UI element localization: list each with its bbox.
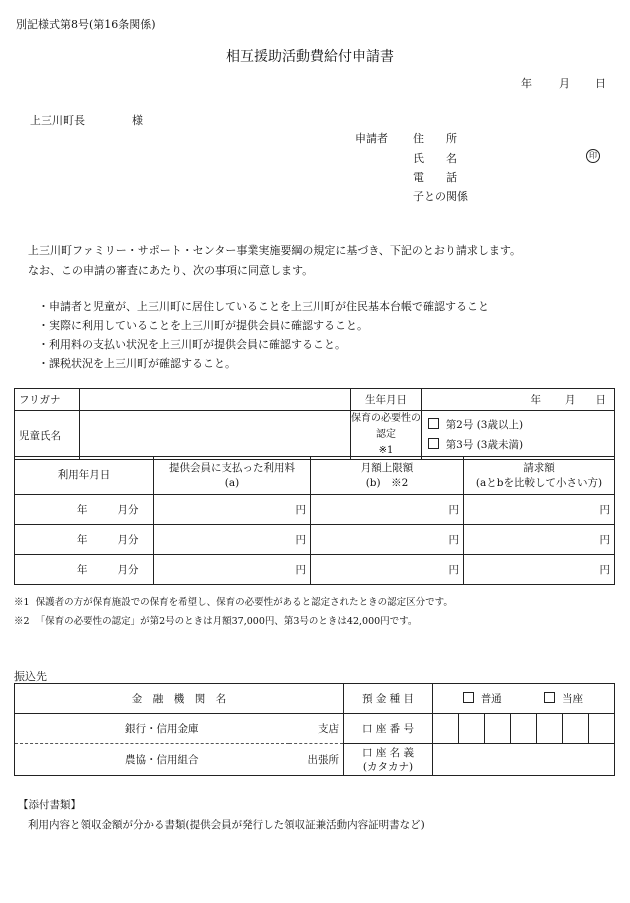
bank-table	[14, 683, 615, 776]
account-number-label: 口 座 番 号	[344, 714, 433, 744]
date-year: 年	[521, 77, 532, 90]
consent-item: ・利用料の支払い状況を上三川町が提供会員に確認すること。	[38, 338, 346, 351]
account-name-field[interactable]	[433, 744, 615, 776]
necessity-label: 保育の必要性の認定 ※1	[351, 411, 422, 460]
account-digit[interactable]	[563, 714, 589, 744]
addressee-name: 上三川町長	[30, 114, 85, 127]
child-name-field[interactable]	[80, 411, 351, 460]
consent-item: ・申請者と児童が、上三川町に居住していることを上三川町が住民基本台帳で確認すること	[38, 300, 489, 313]
col-usage-date: 利用年月日	[15, 457, 154, 495]
account-digit[interactable]	[589, 714, 615, 744]
usage-date-field[interactable]: 年 月分	[15, 525, 154, 555]
birth-date-label: 生年月日	[351, 389, 422, 411]
checkbox-icon[interactable]	[428, 418, 439, 429]
consent-item: ・実際に利用していることを上三川町が提供会員に確認すること。	[38, 319, 368, 332]
child-info-table	[14, 388, 615, 460]
account-digit[interactable]	[485, 714, 511, 744]
form-number: 別記様式第8号(第16条関係)	[16, 18, 156, 31]
monthly-cap-field[interactable]: 円	[311, 525, 464, 555]
claim-field[interactable]: 円	[464, 525, 615, 555]
paid-fee-field[interactable]: 円	[154, 555, 311, 585]
furigana-label: フリガナ	[15, 389, 80, 411]
addressee-honorific: 様	[132, 114, 143, 127]
account-digit[interactable]	[433, 714, 459, 744]
checkbox-icon[interactable]	[544, 692, 555, 703]
body-line-2: なお、この申請の審査にあたり、次の事項に同意します。	[28, 264, 314, 277]
paid-fee-field[interactable]: 円	[154, 525, 311, 555]
claim-field[interactable]: 円	[464, 495, 615, 525]
seal-mark: 印	[586, 149, 600, 163]
furigana-field[interactable]	[80, 389, 351, 411]
bank-name-field[interactable]: 銀行・信用金庫	[15, 714, 290, 744]
deposit-type-options	[433, 684, 615, 714]
office-label: 出張所	[289, 744, 344, 776]
paid-fee-field[interactable]: 円	[154, 495, 311, 525]
table-row	[15, 525, 615, 555]
table-row	[15, 555, 615, 585]
necessity-options	[422, 411, 615, 460]
child-name-label: 児童氏名	[15, 411, 80, 460]
birth-date-field[interactable]: 年 月 日	[422, 389, 615, 411]
addressee	[30, 112, 143, 128]
monthly-cap-field[interactable]: 円	[311, 555, 464, 585]
body-line-1: 上三川町ファミリー・サポート・センター事業実施要綱の規定に基づき、下記のとおり請求します。	[28, 244, 522, 257]
checkbox-icon[interactable]	[463, 692, 474, 703]
applicant-name-label: 氏 名	[413, 152, 457, 165]
institution-label: 金 融 機 関 名	[15, 684, 344, 714]
usage-date-field[interactable]: 年 月分	[15, 555, 154, 585]
usage-date-field[interactable]: 年 月分	[15, 495, 154, 525]
deposit-type-label: 預 金 種 目	[344, 684, 433, 714]
branch-label: 支店	[289, 714, 344, 744]
usage-table	[14, 456, 615, 585]
account-digit[interactable]	[511, 714, 537, 744]
option-current[interactable]: 当座	[544, 693, 583, 705]
col-claim: 請求額 (aとbを比較して小さい方)	[464, 457, 615, 495]
applicant-phone-label: 電 話	[413, 171, 457, 184]
applicant-label: 申請者	[355, 132, 388, 145]
agri-name-field[interactable]: 農協・信用組合	[15, 744, 290, 776]
checkbox-icon[interactable]	[428, 438, 439, 449]
account-name-label: 口 座 名 義 (カタカナ)	[344, 744, 433, 776]
option-2go[interactable]: 第2号 (3歳以上)	[428, 415, 614, 435]
note-2: ※2 「保育の必要性の認定」が第2号のときは月額37,000円、第3号のときは42,000円です。	[14, 616, 418, 627]
date-month: 月	[559, 77, 570, 90]
option-ordinary[interactable]: 普通	[463, 693, 502, 705]
date-day: 日	[595, 77, 606, 90]
monthly-cap-field[interactable]: 円	[311, 495, 464, 525]
attachments-text: 利用内容と領収金額が分かる書類(提供会員が発行した領収証兼活動内容証明書など)	[28, 819, 425, 831]
option-3go[interactable]: 第3号 (3歳未満)	[428, 435, 614, 455]
attachments-label: 【添付書類】	[18, 799, 81, 811]
consent-item: ・課税状況を上三川町が確認すること。	[38, 357, 236, 370]
date-line	[521, 75, 606, 91]
page-title: 相互援助活動費給付申請書	[226, 49, 394, 65]
applicant-relation-label: 子との関係	[413, 190, 468, 203]
applicant-address-label: 住 所	[413, 132, 457, 145]
note-1: ※1 保護者の方が保育施設での保育を希望し、保育の必要性があると認定されたときの認定区分です。	[14, 597, 453, 608]
table-row	[15, 495, 615, 525]
bank-section-title: 振込先	[14, 670, 47, 683]
col-paid-fee: 提供会員に支払った利用料 (a)	[154, 457, 311, 495]
account-digit[interactable]	[459, 714, 485, 744]
col-monthly-cap: 月額上限額 (b) ※2	[311, 457, 464, 495]
account-digit[interactable]	[537, 714, 563, 744]
claim-field[interactable]: 円	[464, 555, 615, 585]
